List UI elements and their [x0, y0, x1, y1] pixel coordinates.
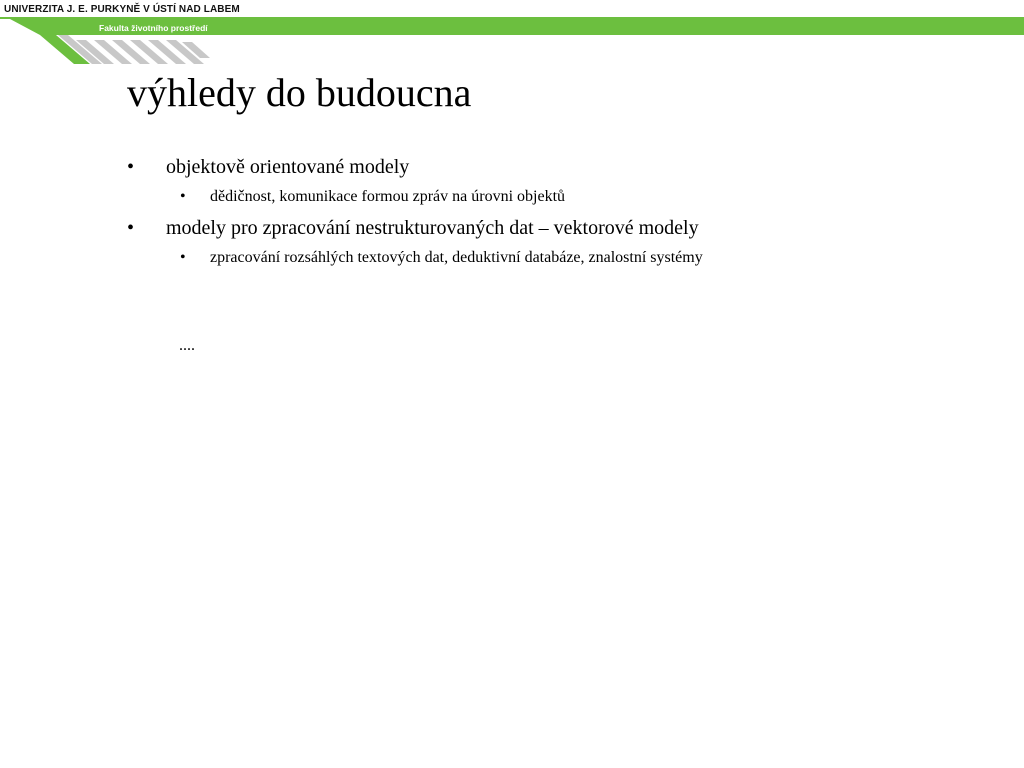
slide-title: výhledy do budoucna — [127, 70, 472, 115]
university-name: UNIVERZITA J. E. PURKYNĚ V ÚSTÍ NAD LABEM — [4, 4, 240, 15]
bullet-icon: • — [127, 156, 135, 178]
trailing-ellipsis: .... — [179, 337, 195, 354]
faculty-name: Fakulta životního prostředí — [99, 23, 208, 33]
bullet-icon: • — [180, 188, 186, 205]
bullet-text: objektově orientované modely — [166, 156, 410, 178]
sub-bullet-text: zpracování rozsáhlých textových dat, deduktivní databáze, znalostní systémy — [210, 249, 703, 266]
bullet-icon: • — [180, 249, 186, 266]
bullet-text: modely pro zpracování nestrukturovaných dat – vektorové modely — [166, 217, 699, 239]
bullet-icon: • — [127, 217, 135, 239]
sub-bullet-text: dědičnost, komunikace formou zpráv na úrovni objektů — [210, 188, 566, 205]
